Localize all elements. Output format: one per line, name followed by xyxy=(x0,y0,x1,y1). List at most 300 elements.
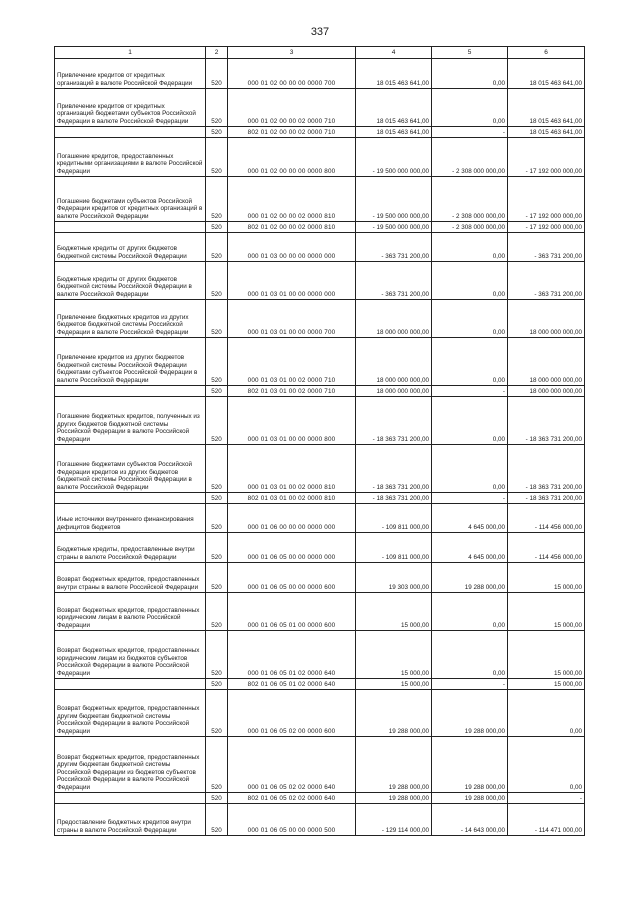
row-code-cell-text: 000 01 06 05 00 00 0000 500 xyxy=(247,826,336,834)
row-col5-cell-text: 0,00 xyxy=(492,435,505,443)
row-subcode-cell-text: 520 xyxy=(211,79,222,87)
row-col5-cell xyxy=(432,631,508,679)
row-code-cell-text: 000 01 03 01 00 00 0000 000 xyxy=(247,290,336,298)
row-name-cell xyxy=(55,533,206,563)
row-name-cell xyxy=(55,804,206,836)
row-col5-cell-text: - xyxy=(502,128,505,136)
row-code-cell xyxy=(228,793,356,804)
row-col6-cell xyxy=(508,177,585,222)
row-name-cell xyxy=(55,493,206,504)
row-col6-cell-text: 15 000,00 xyxy=(553,621,582,629)
row-col6-cell xyxy=(508,138,585,177)
table-row xyxy=(55,533,585,563)
row-code-cell xyxy=(228,300,356,338)
row-col5-cell xyxy=(432,386,508,397)
row-code-cell xyxy=(228,493,356,504)
table-row xyxy=(55,222,585,233)
row-col6-cell xyxy=(508,493,585,504)
row-subcode-cell xyxy=(206,397,228,445)
row-col5-cell-text: - 2 308 000 000,00 xyxy=(452,212,505,220)
row-name-cell xyxy=(55,233,206,262)
row-subcode-cell-text: 520 xyxy=(211,252,222,260)
table-row xyxy=(55,89,585,127)
row-code-cell-text: 000 01 06 05 02 02 0000 640 xyxy=(247,783,336,791)
row-col6-cell-text: - 18 363 731 200,00 xyxy=(525,494,582,502)
row-col5-cell-text: 0,00 xyxy=(492,376,505,384)
row-col5-cell-text: 19 288 000,00 xyxy=(464,727,505,735)
table-row xyxy=(55,631,585,679)
row-col5-cell xyxy=(432,563,508,593)
row-col6-cell xyxy=(508,593,585,631)
row-name-cell-text: Возврат бюджетных кредитов, предоставленных другим бюджетам бюджетной системы Российской Федерации из бюджетов субъектов Российской Федерации в валюте Российской Федерации xyxy=(57,753,200,791)
row-col6-cell xyxy=(508,397,585,445)
row-subcode-cell-text: 520 xyxy=(211,621,222,629)
row-name-cell xyxy=(55,59,206,89)
row-subcode-cell-text: 520 xyxy=(211,328,222,336)
row-subcode-cell-text: 520 xyxy=(211,212,222,220)
row-col6-cell-text: 18 015 463 641,00 xyxy=(529,79,582,87)
row-col4-cell-text: 18 015 463 641,00 xyxy=(376,128,429,136)
table-row xyxy=(55,127,585,138)
row-col6-cell xyxy=(508,690,585,737)
row-code-cell xyxy=(228,504,356,533)
row-code-cell-text: 000 01 02 00 00 00 0000 700 xyxy=(247,79,336,87)
row-name-cell-text: Возврат бюджетных кредитов, предоставленных юридическим лицам в валюте Российской Федерации xyxy=(57,606,200,629)
row-col4-cell-text: - 18 363 731 200,00 xyxy=(372,483,429,491)
row-code-cell-text: 000 01 02 00 00 02 0000 710 xyxy=(247,117,336,125)
row-col5-cell xyxy=(432,338,508,386)
row-name-cell-text: Погашение кредитов, предоставленных кредитными организациями в валюте Российской Федерации xyxy=(57,152,203,175)
row-col5-cell-text: 19 288 000,00 xyxy=(464,794,505,802)
row-col6-cell-text: 18 015 463 641,00 xyxy=(529,117,582,125)
row-col6-cell xyxy=(508,533,585,563)
row-col6-cell xyxy=(508,679,585,690)
row-col6-cell-text: 18 000 000 000,00 xyxy=(529,376,582,384)
row-col5-cell-text: 4 645 000,00 xyxy=(468,553,505,561)
row-name-cell xyxy=(55,737,206,793)
row-col5-cell xyxy=(432,737,508,793)
row-col6-cell xyxy=(508,445,585,493)
row-col4-cell xyxy=(356,262,432,300)
header-cell-col4: 4 xyxy=(356,47,432,59)
table-row xyxy=(55,793,585,804)
row-col6-cell-text: 18 000 000 000,00 xyxy=(529,387,582,395)
row-name-cell xyxy=(55,222,206,233)
row-col4-cell xyxy=(356,793,432,804)
row-col4-cell xyxy=(356,631,432,679)
row-col4-cell xyxy=(356,59,432,89)
row-col5-cell xyxy=(432,138,508,177)
row-col4-cell-text: 18 015 463 641,00 xyxy=(376,117,429,125)
row-subcode-cell-text: 520 xyxy=(211,387,222,395)
table-row xyxy=(55,563,585,593)
row-col6-cell xyxy=(508,737,585,793)
row-name-cell xyxy=(55,338,206,386)
row-name-cell xyxy=(55,89,206,127)
row-name-cell-text: Привлечение бюджетных кредитов из других бюджетов бюджетной системы Российской Федерации в валюте Российской Федерации xyxy=(57,313,189,336)
row-subcode-cell xyxy=(206,690,228,737)
row-code-cell xyxy=(228,177,356,222)
table-row xyxy=(55,138,585,177)
row-col5-cell-text: - xyxy=(502,680,505,688)
row-name-cell xyxy=(55,300,206,338)
row-name-cell xyxy=(55,127,206,138)
row-subcode-cell xyxy=(206,222,228,233)
row-code-cell-text: 000 01 03 00 00 00 0000 000 xyxy=(247,252,336,260)
row-subcode-cell xyxy=(206,737,228,793)
table-row xyxy=(55,397,585,445)
row-col6-cell xyxy=(508,804,585,836)
row-code-cell-text: 000 01 06 00 00 00 0000 000 xyxy=(247,523,336,531)
row-col4-cell xyxy=(356,563,432,593)
row-col6-cell xyxy=(508,89,585,127)
row-col4-cell-text: 18 000 000 000,00 xyxy=(376,328,429,336)
row-code-cell-text: 802 01 06 05 02 02 0000 640 xyxy=(247,794,336,802)
row-subcode-cell-text: 520 xyxy=(211,669,222,677)
row-subcode-cell xyxy=(206,445,228,493)
row-subcode-cell xyxy=(206,593,228,631)
row-name-cell-text: Бюджетные кредиты от других бюджетов бюджетной системы Российской Федерации xyxy=(57,245,187,260)
row-col6-cell-text: - 114 456 000,00 xyxy=(534,523,582,531)
row-subcode-cell xyxy=(206,177,228,222)
row-subcode-cell xyxy=(206,504,228,533)
row-col5-cell xyxy=(432,445,508,493)
row-code-cell xyxy=(228,59,356,89)
page-number: 337 xyxy=(310,26,330,38)
row-subcode-cell-text: 520 xyxy=(211,128,222,136)
row-col4-cell-text: 15 000,00 xyxy=(400,621,429,629)
row-name-cell-text: Привлечение кредитов от кредитных организаций бюджетами субъектов Российской Федерации в валюте Российской Федерации xyxy=(57,102,196,125)
row-col4-cell xyxy=(356,300,432,338)
row-col6-cell-text: - 17 192 000 000,00 xyxy=(525,212,582,220)
row-col6-cell xyxy=(508,222,585,233)
row-subcode-cell xyxy=(206,493,228,504)
row-col6-cell-text: - 363 731 200,00 xyxy=(534,290,582,298)
row-code-cell xyxy=(228,679,356,690)
row-code-cell-text: 802 01 02 00 00 02 0000 710 xyxy=(247,128,336,136)
row-subcode-cell-text: 520 xyxy=(211,783,222,791)
row-subcode-cell xyxy=(206,59,228,89)
row-col5-cell xyxy=(432,233,508,262)
row-code-cell-text: 802 01 03 01 00 02 0000 810 xyxy=(247,494,336,502)
row-col5-cell-text: - xyxy=(502,387,505,395)
row-col5-cell xyxy=(432,177,508,222)
row-subcode-cell-text: 520 xyxy=(211,483,222,491)
row-code-cell-text: 000 01 06 05 00 00 0000 600 xyxy=(247,583,336,591)
row-code-cell xyxy=(228,533,356,563)
row-col4-cell xyxy=(356,397,432,445)
row-col5-cell-text: 0,00 xyxy=(492,483,505,491)
table-row xyxy=(55,338,585,386)
row-col5-cell-text: - xyxy=(502,494,505,502)
row-col6-cell-text: - 114 471 000,00 xyxy=(534,826,582,834)
row-subcode-cell-text: 520 xyxy=(211,727,222,735)
row-col4-cell-text: 19 288 000,00 xyxy=(388,794,429,802)
header-cell-col5: 5 xyxy=(432,47,508,59)
row-col6-cell-text: 18 015 463 641,00 xyxy=(529,128,582,136)
row-subcode-cell xyxy=(206,563,228,593)
row-col6-cell-text: 15 000,00 xyxy=(553,680,582,688)
row-col5-cell xyxy=(432,533,508,563)
table-row xyxy=(55,177,585,222)
row-col4-cell xyxy=(356,804,432,836)
row-subcode-cell xyxy=(206,89,228,127)
row-col5-cell xyxy=(432,127,508,138)
table-row xyxy=(55,679,585,690)
row-col5-cell xyxy=(432,262,508,300)
row-col5-cell xyxy=(432,222,508,233)
row-col4-cell xyxy=(356,233,432,262)
row-subcode-cell xyxy=(206,233,228,262)
row-name-cell-text: Погашение бюджетами субъектов Российской Федерации кредитов от кредитных организаций в валюте Российской Федерации xyxy=(57,197,203,220)
row-code-cell-text: 000 01 03 01 00 00 0000 700 xyxy=(247,328,336,336)
row-col6-cell xyxy=(508,127,585,138)
row-name-cell xyxy=(55,793,206,804)
row-col4-cell xyxy=(356,504,432,533)
row-code-cell xyxy=(228,138,356,177)
row-col4-cell xyxy=(356,533,432,563)
row-name-cell-text: Возврат бюджетных кредитов, предоставленных юридическим лицам из бюджетов субъектов Российской Федерации в валюте Российской Федерации xyxy=(57,647,200,677)
row-col5-cell xyxy=(432,59,508,89)
row-name-cell xyxy=(55,445,206,493)
row-name-cell-text: Иные источники внутреннего финансирования дефицитов бюджетов xyxy=(57,516,194,531)
row-col4-cell-text: - 129 114 000,00 xyxy=(381,826,429,834)
row-col4-cell-text: - 363 731 200,00 xyxy=(381,290,429,298)
row-col5-cell-text: 0,00 xyxy=(492,328,505,336)
row-name-cell-text: Погашение бюджетами субъектов Российской Федерации кредитов из других бюджетов бюджетной системы Российской Федерации в валюте Российской Федерации xyxy=(57,461,192,491)
row-code-cell xyxy=(228,233,356,262)
row-col6-cell xyxy=(508,262,585,300)
row-col5-cell-text: 0,00 xyxy=(492,621,505,629)
table-row xyxy=(55,737,585,793)
row-subcode-cell xyxy=(206,127,228,138)
row-col5-cell-text: 0,00 xyxy=(492,669,505,677)
row-col5-cell xyxy=(432,593,508,631)
row-col5-cell-text: 0,00 xyxy=(492,79,505,87)
row-subcode-cell xyxy=(206,631,228,679)
row-code-cell-text: 000 01 03 01 00 00 0000 800 xyxy=(247,435,336,443)
row-col5-cell xyxy=(432,690,508,737)
row-name-cell xyxy=(55,262,206,300)
row-code-cell xyxy=(228,631,356,679)
row-col6-cell-text: - 18 363 731 200,00 xyxy=(525,483,582,491)
row-name-cell xyxy=(55,397,206,445)
row-name-cell-text: Бюджетные кредиты, предоставленные внутри страны в валюте Российской Федерации xyxy=(57,546,195,561)
row-code-cell xyxy=(228,262,356,300)
row-code-cell xyxy=(228,89,356,127)
row-col5-cell xyxy=(432,793,508,804)
table-body xyxy=(55,59,585,836)
table-row xyxy=(55,445,585,493)
row-name-cell xyxy=(55,679,206,690)
table-row xyxy=(55,59,585,89)
header-cell-col6: 6 xyxy=(508,47,585,59)
row-subcode-cell xyxy=(206,804,228,836)
row-name-cell xyxy=(55,138,206,177)
row-subcode-cell xyxy=(206,138,228,177)
table-row xyxy=(55,690,585,737)
row-col5-cell xyxy=(432,300,508,338)
row-col4-cell xyxy=(356,493,432,504)
header-cell-sub: 2 xyxy=(206,47,228,59)
row-col6-cell xyxy=(508,631,585,679)
row-col6-cell-text: - 17 192 000 000,00 xyxy=(525,167,582,175)
row-col6-cell-text: 15 000,00 xyxy=(553,583,582,591)
row-subcode-cell xyxy=(206,386,228,397)
row-col5-cell-text: 4 645 000,00 xyxy=(468,523,505,531)
row-name-cell-text: Предоставление бюджетных кредитов внутри страны в валюте Российской Федерации xyxy=(57,819,191,834)
row-code-cell-text: 000 01 02 00 00 00 0000 800 xyxy=(247,167,336,175)
row-subcode-cell xyxy=(206,300,228,338)
row-name-cell-text: Погашение бюджетных кредитов, полученных из других бюджетов бюджетной системы Российской Федерации в валюте Российской Федерации xyxy=(57,413,200,443)
row-code-cell xyxy=(228,690,356,737)
row-name-cell xyxy=(55,593,206,631)
row-code-cell xyxy=(228,397,356,445)
row-col4-cell-text: 19 288 000,00 xyxy=(388,727,429,735)
row-col4-cell xyxy=(356,127,432,138)
row-col5-cell-text: - 14 643 000,00 xyxy=(460,826,505,834)
row-col6-cell xyxy=(508,386,585,397)
table-row xyxy=(55,504,585,533)
row-name-cell-text: Возврат бюджетных кредитов, предоставленных внутри страны в валюте Российской Федерации xyxy=(57,576,200,591)
row-col5-cell xyxy=(432,804,508,836)
row-col4-cell-text: - 19 500 000 000,00 xyxy=(372,223,429,231)
row-subcode-cell xyxy=(206,679,228,690)
row-col5-cell-text: 0,00 xyxy=(492,252,505,260)
row-code-cell xyxy=(228,222,356,233)
row-col4-cell-text: 18 000 000 000,00 xyxy=(376,376,429,384)
row-col6-cell-text: - 114 456 000,00 xyxy=(534,553,582,561)
row-name-cell xyxy=(55,386,206,397)
row-col4-cell-text: 18 000 000 000,00 xyxy=(376,387,429,395)
row-col5-cell xyxy=(432,679,508,690)
row-col6-cell xyxy=(508,793,585,804)
row-code-cell-text: 802 01 03 01 00 02 0000 710 xyxy=(247,387,336,395)
row-name-cell xyxy=(55,504,206,533)
row-col6-cell xyxy=(508,338,585,386)
row-col6-cell-text: 0,00 xyxy=(569,783,582,791)
row-code-cell-text: 000 01 06 05 01 00 0000 600 xyxy=(247,621,336,629)
row-col6-cell xyxy=(508,59,585,89)
row-col6-cell-text: 0,00 xyxy=(569,727,582,735)
row-code-cell-text: 000 01 02 00 00 02 0000 810 xyxy=(247,212,336,220)
row-col6-cell xyxy=(508,563,585,593)
row-col6-cell-text: - xyxy=(579,794,582,802)
row-col6-cell-text: 18 000 000 000,00 xyxy=(529,328,582,336)
row-subcode-cell-text: 520 xyxy=(211,167,222,175)
row-code-cell-text: 000 01 03 01 00 02 0000 710 xyxy=(247,376,336,384)
row-code-cell-text: 802 01 02 00 00 02 0000 810 xyxy=(247,223,336,231)
row-subcode-cell-text: 520 xyxy=(211,826,222,834)
row-subcode-cell xyxy=(206,793,228,804)
row-subcode-cell-text: 520 xyxy=(211,223,222,231)
header-cell-code: 3 xyxy=(228,47,356,59)
row-col4-cell xyxy=(356,177,432,222)
row-col4-cell-text: 18 015 463 641,00 xyxy=(376,79,429,87)
row-col5-cell xyxy=(432,504,508,533)
row-code-cell xyxy=(228,593,356,631)
row-col4-cell-text: - 19 500 000 000,00 xyxy=(372,167,429,175)
header-cell-name: 1 xyxy=(55,47,206,59)
row-code-cell-text: 000 01 06 05 01 02 0000 640 xyxy=(247,669,336,677)
row-col4-cell xyxy=(356,679,432,690)
row-col6-cell-text: 15 000,00 xyxy=(553,669,582,677)
row-col4-cell-text: 19 303 000,00 xyxy=(388,583,429,591)
table-row xyxy=(55,300,585,338)
row-col4-cell xyxy=(356,138,432,177)
row-col6-cell xyxy=(508,233,585,262)
row-name-cell-text: Привлечение кредитов от кредитных организаций в валюте Российской Федерации xyxy=(57,72,193,87)
row-code-cell xyxy=(228,127,356,138)
row-col4-cell xyxy=(356,386,432,397)
row-subcode-cell xyxy=(206,533,228,563)
row-col4-cell-text: 15 000,00 xyxy=(400,680,429,688)
row-subcode-cell-text: 520 xyxy=(211,680,222,688)
row-col6-cell-text: - 363 731 200,00 xyxy=(534,252,582,260)
row-col4-cell-text: - 109 811 000,00 xyxy=(381,523,429,531)
row-col4-cell-text: - 363 731 200,00 xyxy=(381,252,429,260)
row-subcode-cell xyxy=(206,262,228,300)
budget-sources-table xyxy=(54,46,585,836)
row-name-cell xyxy=(55,631,206,679)
row-name-cell xyxy=(55,690,206,737)
row-code-cell xyxy=(228,804,356,836)
row-name-cell-text: Привлечение кредитов из других бюджетов бюджетной системы Российской Федерации бюджетами субъектов Российской Федерации в валюте Российской Федерации xyxy=(57,354,198,384)
row-subcode-cell-text: 520 xyxy=(211,117,222,125)
row-subcode-cell-text: 520 xyxy=(211,794,222,802)
row-col4-cell xyxy=(356,445,432,493)
row-subcode-cell-text: 520 xyxy=(211,376,222,384)
row-code-cell xyxy=(228,563,356,593)
row-name-cell-text: Возврат бюджетных кредитов, предоставленных другим бюджетам бюджетной системы Российской Федерации в валюте Российской Федерации xyxy=(57,705,200,735)
row-col4-cell xyxy=(356,593,432,631)
row-subcode-cell-text: 520 xyxy=(211,435,222,443)
row-col4-cell-text: - 19 500 000 000,00 xyxy=(372,212,429,220)
row-name-cell xyxy=(55,177,206,222)
row-code-cell xyxy=(228,445,356,493)
row-subcode-cell xyxy=(206,338,228,386)
row-col4-cell-text: - 18 363 731 200,00 xyxy=(372,494,429,502)
table-row xyxy=(55,804,585,836)
row-col5-cell-text: 0,00 xyxy=(492,117,505,125)
row-code-cell-text: 000 01 06 05 00 00 0000 000 xyxy=(247,553,336,561)
row-subcode-cell-text: 520 xyxy=(211,290,222,298)
row-col6-cell-text: - 18 363 731 200,00 xyxy=(525,435,582,443)
row-col4-cell-text: 19 288 000,00 xyxy=(388,783,429,791)
row-subcode-cell-text: 520 xyxy=(211,494,222,502)
row-code-cell-text: 802 01 06 05 01 02 0000 640 xyxy=(247,680,336,688)
row-code-cell-text: 000 01 03 01 00 02 0000 810 xyxy=(247,483,336,491)
row-col5-cell-text: - 2 308 000 000,00 xyxy=(452,167,505,175)
row-col4-cell xyxy=(356,338,432,386)
row-col4-cell xyxy=(356,737,432,793)
row-col4-cell-text: - 109 811 000,00 xyxy=(381,553,429,561)
row-col6-cell xyxy=(508,300,585,338)
row-col4-cell-text: 15 000,00 xyxy=(400,669,429,677)
table-row xyxy=(55,593,585,631)
table-row xyxy=(55,262,585,300)
table-row xyxy=(55,386,585,397)
row-col4-cell-text: - 18 363 731 200,00 xyxy=(372,435,429,443)
row-col4-cell xyxy=(356,222,432,233)
row-col5-cell-text: 0,00 xyxy=(492,290,505,298)
row-col5-cell xyxy=(432,397,508,445)
row-name-cell-text: Бюджетные кредиты от других бюджетов бюджетной системы Российской Федерации в валюте Российской Федерации xyxy=(57,275,192,298)
row-subcode-cell-text: 520 xyxy=(211,523,222,531)
row-col5-cell xyxy=(432,493,508,504)
row-col6-cell-text: - 17 192 000 000,00 xyxy=(525,223,582,231)
row-subcode-cell-text: 520 xyxy=(211,553,222,561)
